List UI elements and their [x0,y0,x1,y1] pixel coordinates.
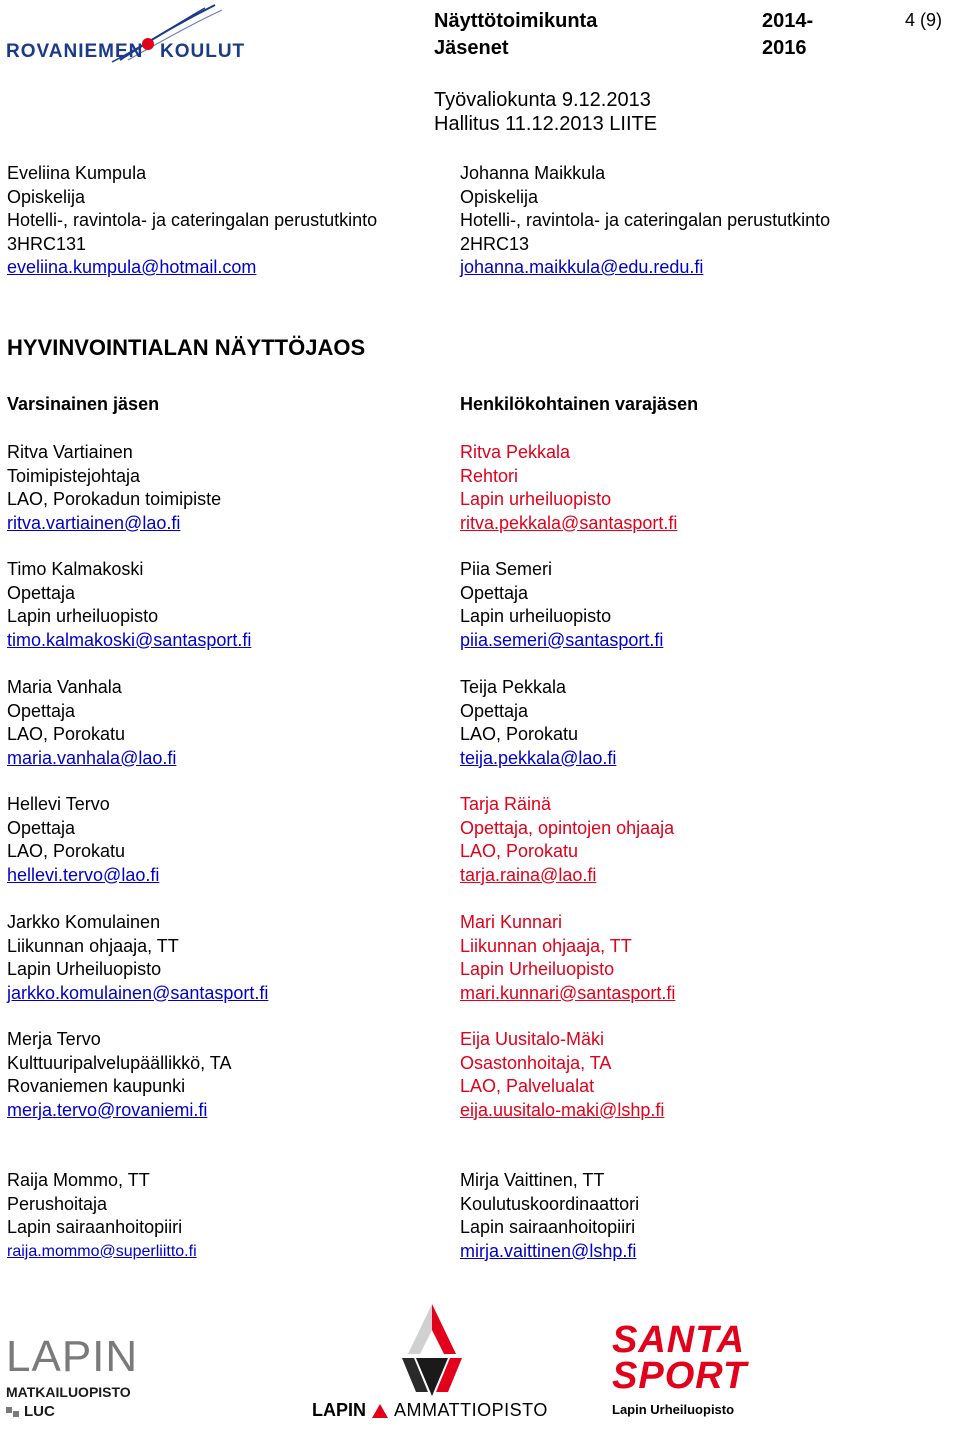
member-email-link[interactable]: timo.kalmakoski@santasport.fi [7,629,252,650]
lao-text-row [312,1400,552,1421]
deputy-email-link[interactable]: teija.pekkala@lao.fi [460,747,617,768]
member-name: Maria Vanhala [7,677,122,697]
member-org: LAO, Porokatu [7,724,126,744]
lapin-matkailuopisto-logo [6,1332,156,1420]
member-name: Jarkko Komulainen [7,912,161,932]
deputy-email-link[interactable]: tarja.raina@lao.fi [460,864,597,885]
student-email-link[interactable]: eveliina.kumpula@hotmail.com [7,257,257,277]
deputy-email-link[interactable]: mari.kunnari@santasport.fi [460,982,676,1003]
deputy-entry [460,676,616,770]
deputy-name: Ritva Pekkala [460,442,571,462]
santasport-sub: Lapin Urheiluopisto [612,1402,735,1417]
member-entry [7,676,176,770]
svg-text:KOULUT: KOULUT [160,41,246,62]
member-name: Ritva Vartiainen [7,442,133,462]
column-header-deputies: Henkilökohtainen varajäsen [460,394,699,414]
member-role: Opettaja [7,700,76,721]
member-email-link[interactable]: ritva.vartiainen@lao.fi [7,512,181,533]
member-entry [7,558,251,652]
deputy-org: Lapin sairaanhoitopiiri [460,1217,636,1237]
section-title: HYVINVOINTIALAN NÄYTTÖJAOS [7,335,366,360]
deputy-role: Liikunnan ohjaaja, TT [460,935,632,956]
member-role: Kulttuuripalvelupäällikkö, TA [7,1052,232,1073]
member-entry [7,1169,197,1263]
deputy-email-link[interactable]: piia.semeri@santasport.fi [460,629,664,650]
deputy-entry [460,558,663,652]
deputy-org: LAO, Porokatu [460,841,579,861]
student-name: Eveliina Kumpula [7,163,147,183]
member-role: Liikunnan ohjaaja, TT [7,935,179,956]
member-name: Raija Mommo, TT [7,1170,150,1190]
deputy-email-link[interactable]: eija.uusitalo-maki@lshp.fi [460,1099,665,1120]
logo-graphic [0,0,250,80]
student-entry-left [7,162,377,280]
lao-text-lapin: LAPIN [312,1400,366,1420]
student-group: 3HRC131 [7,233,87,254]
deputy-email-link[interactable]: mirja.vaittinen@lshp.fi [460,1240,637,1261]
member-org: Lapin sairaanhoitopiiri [7,1217,183,1237]
member-org: LAO, Porokatu [7,841,126,861]
member-email-link[interactable]: merja.tervo@rovaniemi.fi [7,1099,208,1120]
lao-text-ammattiopisto: AMMATTIOPISTO [394,1400,548,1420]
member-role: Perushoitaja [7,1193,108,1214]
member-org: Lapin urheiluopisto [7,606,159,626]
header-sub-line2: Hallitus 11.12.2013 LIITE [434,113,658,135]
deputy-role: Opettaja [460,582,529,603]
deputy-name: Teija Pekkala [460,677,567,697]
column-header-members: Varsinainen jäsen [7,394,160,414]
santa-text: SANTA [612,1319,746,1361]
member-role: Opettaja [7,582,76,603]
student-email-link[interactable]: johanna.maikkula@edu.redu.fi [460,257,704,277]
member-name: Merja Tervo [7,1029,101,1049]
deputy-org: Lapin Urheiluopisto [460,959,615,979]
deputy-entry [460,1028,664,1122]
deputy-email-link[interactable]: ritva.pekkala@santasport.fi [460,512,678,533]
deputy-role: Osastonhoitaja, TA [460,1052,612,1073]
student-role: Opiskelija [460,186,539,207]
sport-text: SPORT [612,1355,748,1397]
deputy-entry [460,1169,639,1263]
luc-text: LUC [24,1403,55,1420]
student-program: Hotelli-, ravintola- ja cateringalan perustutkinto [7,210,378,230]
header-subtitle [434,88,657,136]
deputy-role: Koulutuskoordinaattori [460,1193,640,1214]
header-years [762,8,813,62]
student-program: Hotelli-, ravintola- ja cateringalan perustutkinto [460,210,831,230]
deputy-role: Rehtori [460,465,519,486]
header-years-line1: 2014- [762,10,814,32]
student-entry-right [460,162,830,280]
deputy-org: LAO, Porokatu [460,724,579,744]
member-entry [7,911,268,1005]
header-years-line2: 2016 [762,37,807,59]
member-entry [7,793,159,887]
svg-text:ROVANIEMEN: ROVANIEMEN [6,41,144,62]
member-email-link[interactable]: raija.mommo@superliitto.fi [7,1242,197,1260]
member-name: Timo Kalmakoski [7,559,144,579]
header-title-line1: Näyttötoimikunta [434,10,598,32]
luc-mark-icon [6,1405,20,1419]
deputy-name: Piia Semeri [460,559,553,579]
deputy-role: Opettaja [460,700,529,721]
member-org: Lapin Urheiluopisto [7,959,162,979]
deputy-org: Lapin urheiluopisto [460,606,612,626]
deputy-entry [460,441,677,535]
member-name: Hellevi Tervo [7,794,110,814]
member-role: Toimipistejohtaja [7,465,141,486]
lao-emblem-icon [312,1300,552,1400]
student-name: Johanna Maikkula [460,163,606,183]
deputy-name: Tarja Räinä [460,794,552,814]
student-role: Opiskelija [7,186,86,207]
lapin-logo-main: LAPIN [6,1332,139,1381]
page-number: 4 (9) [905,10,943,30]
member-entry [7,441,221,535]
lapin-logo-sub: MATKAILUOPISTO [6,1384,131,1400]
santasport-logo [612,1319,760,1422]
luc-row [6,1403,156,1420]
deputy-name: Eija Uusitalo-Mäki [460,1029,605,1049]
header-title-line2: Jäsenet [434,37,509,59]
deputy-org: Lapin urheiluopisto [460,489,612,509]
deputy-name: Mirja Vaittinen, TT [460,1170,605,1190]
rovaniemen-koulut-logo [0,0,250,80]
member-email-link[interactable]: hellevi.tervo@lao.fi [7,864,160,885]
member-org: LAO, Porokadun toimipiste [7,489,222,509]
lapin-ammattiopisto-logo [312,1300,552,1428]
header-sub-line1: Työvaliokunta 9.12.2013 [434,89,651,111]
deputy-org: LAO, Palvelualat [460,1076,595,1096]
deputy-entry [460,793,674,887]
lao-triangle-icon [372,1404,388,1418]
member-email-link[interactable]: jarkko.komulainen@santasport.fi [7,982,269,1003]
header-title [434,8,597,62]
member-role: Opettaja [7,817,76,838]
deputy-role: Opettaja, opintojen ohjaaja [460,817,675,838]
member-org: Rovaniemen kaupunki [7,1076,186,1096]
student-group: 2HRC13 [460,233,530,254]
member-entry [7,1028,231,1122]
deputy-entry [460,911,675,1005]
deputy-name: Mari Kunnari [460,912,563,932]
member-email-link[interactable]: maria.vanhala@lao.fi [7,747,177,768]
